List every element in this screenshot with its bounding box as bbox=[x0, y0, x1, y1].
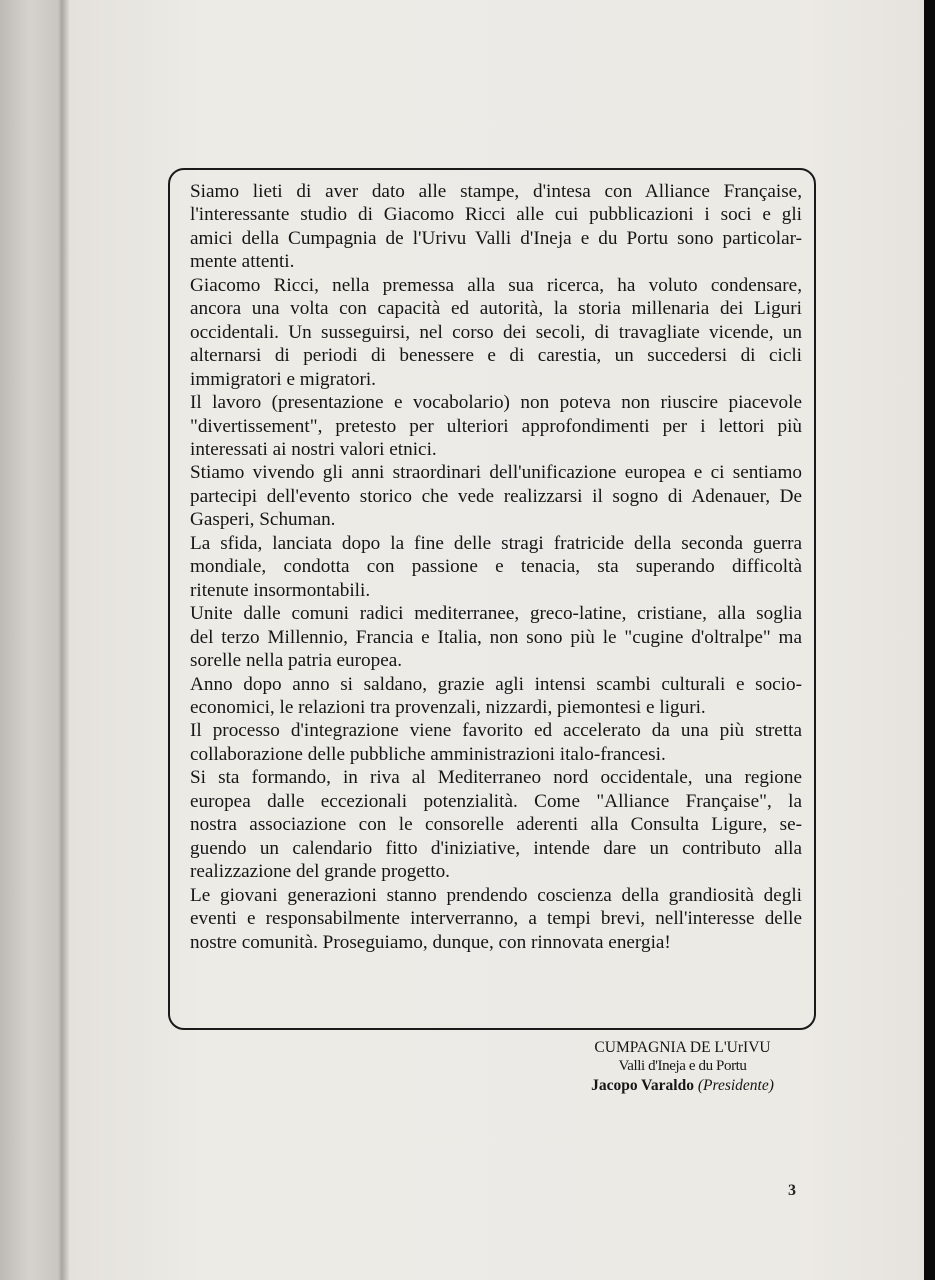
text-line: Le giovani generazioni stanno prendendo coscienza della grandiosità degli bbox=[190, 884, 802, 906]
text-line: Gasperi, Schuman. bbox=[190, 509, 336, 531]
text-line: alternarsi di periodi di benessere e di carestia, un succedersi di cicli bbox=[190, 345, 802, 367]
signature-role: (Presidente) bbox=[697, 1077, 774, 1094]
text-line: mondiale, condotta con passione e tenacia, sta superando difficoltà bbox=[190, 556, 802, 578]
text-line: ancora una volta con capacità ed autorità, la storia millenaria dei Liguri bbox=[190, 298, 802, 320]
text-line: La sfida, lanciata dopo la fine delle stragi fratricide della seconda guerra bbox=[190, 532, 802, 554]
text-line: partecipi dell'evento storico che vede realizzarsi il sogno di Adenauer, De bbox=[190, 485, 802, 507]
text-line: immigratori e migratori. bbox=[190, 368, 376, 390]
text-line: amici della Cumpagnia de l'Urivu Valli d'Ineja e du Portu sono particolar- bbox=[190, 227, 802, 249]
text-line: Si sta formando, in riva al Mediterraneo nord occidentale, una regione bbox=[190, 767, 802, 789]
text-line: Anno dopo anno si saldano, grazie agli intensi scambi culturali e socio- bbox=[190, 673, 802, 695]
text-line: Siamo lieti di aver dato alle stampe, d'intesa con Alliance Française, bbox=[190, 181, 802, 202]
text-line: realizzazione del grande progetto. bbox=[190, 861, 450, 883]
signature-name: Jacopo Varaldo bbox=[591, 1077, 694, 1094]
text-line: Unite dalle comuni radici mediterranee, greco-latine, cristiane, alla soglia bbox=[190, 603, 802, 625]
text-line: eventi e responsabilmente interverranno, a tempi brevi, nell'interesse delle bbox=[190, 908, 802, 930]
signature-organization: CUMPAGNIA DE L'UrIVU bbox=[594, 1039, 771, 1056]
text-line: Stiamo vivendo gli anni straordinari dell'unificazione europea e ci sentiamo bbox=[190, 462, 802, 484]
text-line: del terzo Millennio, Francia e Italia, non sono più le "cugine d'oltralpe" ma bbox=[190, 626, 802, 648]
text-line: nostra associazione con le consorelle aderenti alla Consulta Ligure, se- bbox=[190, 814, 802, 836]
text-line: Giacomo Ricci, nella premessa alla sua ricerca, ha voluto condensare, bbox=[190, 274, 802, 296]
text-line: guendo un calendario fitto d'iniziative, intende dare un contributo alla bbox=[190, 837, 802, 859]
text-line: sorelle nella patria europea. bbox=[190, 650, 403, 672]
text-line: occidentali. Un susseguirsi, nel corso dei secoli, di travagliate vicende, un bbox=[190, 321, 802, 343]
page-edge-shadow bbox=[924, 0, 935, 1280]
text-line: collaborazione delle pubbliche amministrazioni italo-francesi. bbox=[190, 743, 666, 765]
page-number: 3 bbox=[788, 1182, 796, 1199]
text-line: economici, le relazioni tra provenzali, nizzardi, piemontesi e liguri. bbox=[190, 696, 706, 718]
text-line: Il lavoro (presentazione e vocabolario) non poteva non riuscire piacevole bbox=[190, 392, 802, 414]
text-line: interessati ai nostri valori etnici. bbox=[190, 438, 437, 460]
foreword-text bbox=[190, 180, 802, 954]
text-line: Il processo d'integrazione viene favorito ed accelerato da una più stretta bbox=[190, 720, 802, 742]
text-line: "divertissement", pretesto per ulteriori approfondimenti per i lettori più bbox=[190, 415, 802, 437]
text-line: l'interessante studio di Giacomo Ricci alle cui pubblicazioni i soci e gli bbox=[190, 204, 802, 226]
signature-name-line bbox=[560, 1076, 805, 1095]
text-line: nostre comunità. Proseguiamo, dunque, con rinnovata energia! bbox=[190, 931, 671, 953]
signature-subtitle: Valli d'Ineja e du Portu bbox=[618, 1058, 747, 1074]
text-line: mente attenti. bbox=[190, 251, 295, 273]
text-line: europea dalle eccezionali potenzialità. Come "Alliance Française", la bbox=[190, 790, 802, 812]
text-line: ritenute insormontabili. bbox=[190, 579, 371, 601]
signature-block bbox=[560, 1038, 805, 1095]
